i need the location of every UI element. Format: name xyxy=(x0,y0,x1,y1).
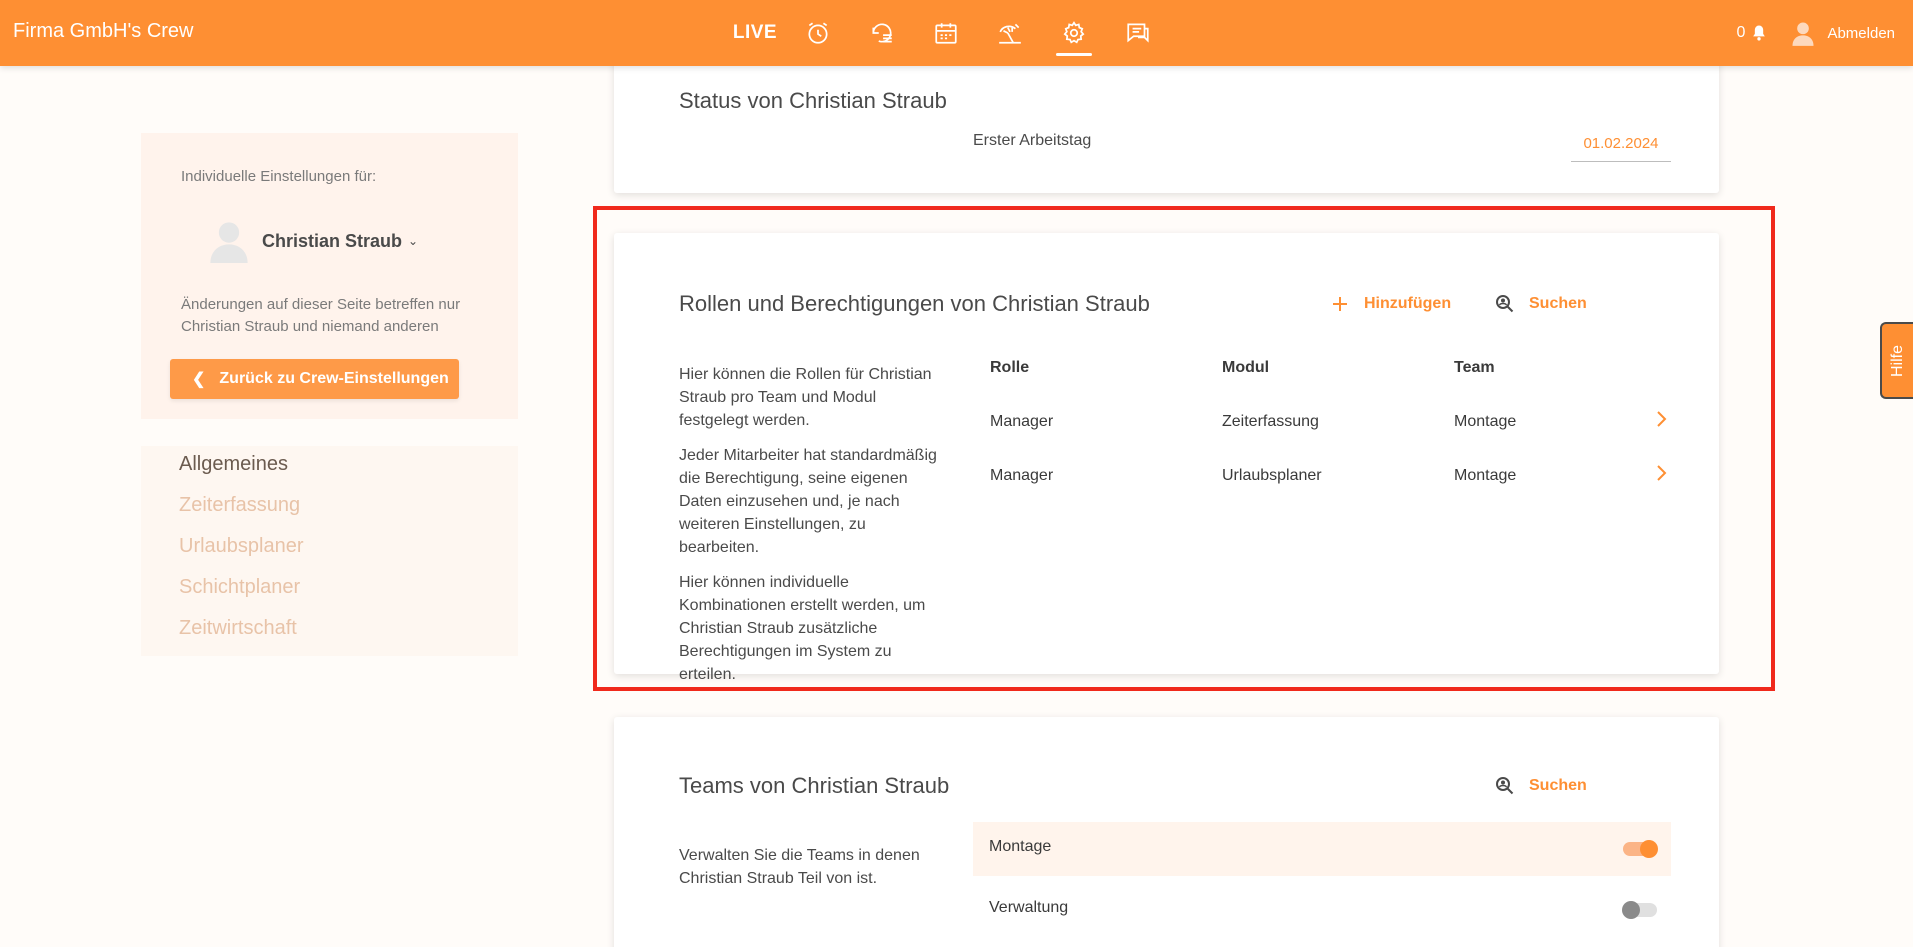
gear-icon[interactable] xyxy=(1042,0,1106,66)
roles-description-paragraph: Jeder Mitarbeiter hat standardmäßig die Berechtigung, seine eigenen Daten einzusehen und, je nach weiteren Einstellungen, zu bearbeiten. xyxy=(679,447,937,556)
menu-item-urlaubsplaner[interactable]: Urlaubsplaner xyxy=(179,535,304,557)
user-avatar-icon[interactable] xyxy=(1789,19,1817,47)
teams-description: Verwalten Sie die Teams in denen Christian Straub Teil von ist. xyxy=(679,847,920,887)
plus-icon xyxy=(1330,294,1350,314)
back-button-label: Zurück zu Crew-Einstellungen xyxy=(219,370,449,387)
roles-card-title: Rollen und Berechtigungen von Christian Straub xyxy=(679,291,1150,316)
module-cell: Urlaubsplaner xyxy=(1222,467,1322,484)
main-nav xyxy=(730,0,1170,66)
chevron-right-icon[interactable] xyxy=(1651,462,1671,484)
chevron-down-icon: ⌄ xyxy=(408,234,419,248)
team-name: Montage xyxy=(989,838,1052,855)
teams-card-title: Teams von Christian Straub xyxy=(679,773,950,798)
add-role-label: Hinzufügen xyxy=(1364,295,1452,312)
search-teams-button[interactable] xyxy=(1495,776,1587,796)
team-membership-toggle[interactable] xyxy=(1623,903,1657,917)
vacation-umbrella-icon[interactable] xyxy=(978,0,1042,66)
team-row xyxy=(973,883,1671,937)
avatar-icon xyxy=(208,219,250,263)
chevron-right-icon[interactable] xyxy=(1651,408,1671,430)
menu-item-allgemeines[interactable]: Allgemeines xyxy=(179,453,288,475)
first-day-date-field[interactable]: 01.02.2024 xyxy=(1571,132,1671,162)
menu-item-zeiterfassung[interactable]: Zeiterfassung xyxy=(179,494,301,516)
role-cell: Manager xyxy=(990,467,1054,484)
top-bar xyxy=(0,0,1913,66)
alarm-clock-icon[interactable] xyxy=(786,0,850,66)
search-roles-label: Suchen xyxy=(1529,295,1587,312)
search-roles-button[interactable] xyxy=(1495,294,1587,314)
menu-item-schichtplaner[interactable]: Schichtplaner xyxy=(179,576,301,598)
add-role-button[interactable] xyxy=(1330,294,1451,314)
roles-description xyxy=(679,363,949,698)
notifications[interactable] xyxy=(1737,23,1770,43)
notification-count: 0 xyxy=(1736,24,1746,41)
top-right-area xyxy=(1737,0,1895,66)
history-list-icon[interactable] xyxy=(850,0,914,66)
settings-for-label: Individuelle Einstellungen für: xyxy=(181,168,377,185)
team-cell: Montage xyxy=(1454,413,1517,430)
user-settings-panel xyxy=(141,133,518,419)
role-cell: Manager xyxy=(990,413,1054,430)
teams-card xyxy=(614,717,1719,947)
roles-card xyxy=(614,233,1719,683)
settings-note: Änderungen auf dieser Seite betreffen nur Christian Straub und niemand anderen xyxy=(181,296,461,335)
bell-icon xyxy=(1749,23,1769,43)
help-tab[interactable] xyxy=(1880,322,1913,399)
status-card-title: Status von Christian Straub xyxy=(679,88,947,113)
chevron-left-icon: ❮ xyxy=(192,371,206,388)
column-header-modul: Modul xyxy=(1222,359,1270,376)
logout-link[interactable]: Abmelden xyxy=(1827,24,1895,42)
user-selector[interactable] xyxy=(208,219,418,263)
team-name: Verwaltung xyxy=(989,899,1069,916)
help-tab-label: Hilfe xyxy=(1888,344,1906,377)
column-header-team: Team xyxy=(1454,359,1495,376)
search-teams-label: Suchen xyxy=(1529,777,1587,794)
column-header-rolle: Rolle xyxy=(990,359,1030,376)
search-user-icon xyxy=(1495,294,1515,314)
calendar-icon[interactable] xyxy=(914,0,978,66)
roles-description-paragraph: Hier können individuelle Kombinationen erstellt werden, um Christian Straub zusätzliche Berechtigungen im System zu erteilen. xyxy=(679,574,926,683)
settings-menu xyxy=(141,446,518,656)
first-day-label: Erster Arbeitstag xyxy=(973,132,1092,149)
roles-description-paragraph: Hier können die Rollen für Christian Straub pro Team und Modul festgelegt werden. xyxy=(679,366,932,429)
search-user-icon xyxy=(1495,776,1515,796)
selected-user-name: Christian Straub xyxy=(262,230,403,251)
team-row xyxy=(973,822,1671,876)
status-card xyxy=(614,50,1719,193)
nav-live[interactable]: LIVE xyxy=(732,22,778,43)
team-membership-toggle[interactable] xyxy=(1623,842,1657,856)
team-cell: Montage xyxy=(1454,467,1517,484)
brand-title[interactable]: Firma GmbH's Crew xyxy=(13,20,194,42)
module-cell: Zeiterfassung xyxy=(1222,413,1319,430)
menu-item-zeitwirtschaft[interactable]: Zeitwirtschaft xyxy=(179,617,297,639)
chat-icon[interactable] xyxy=(1106,0,1170,66)
back-to-crew-settings-button[interactable] xyxy=(170,359,459,399)
